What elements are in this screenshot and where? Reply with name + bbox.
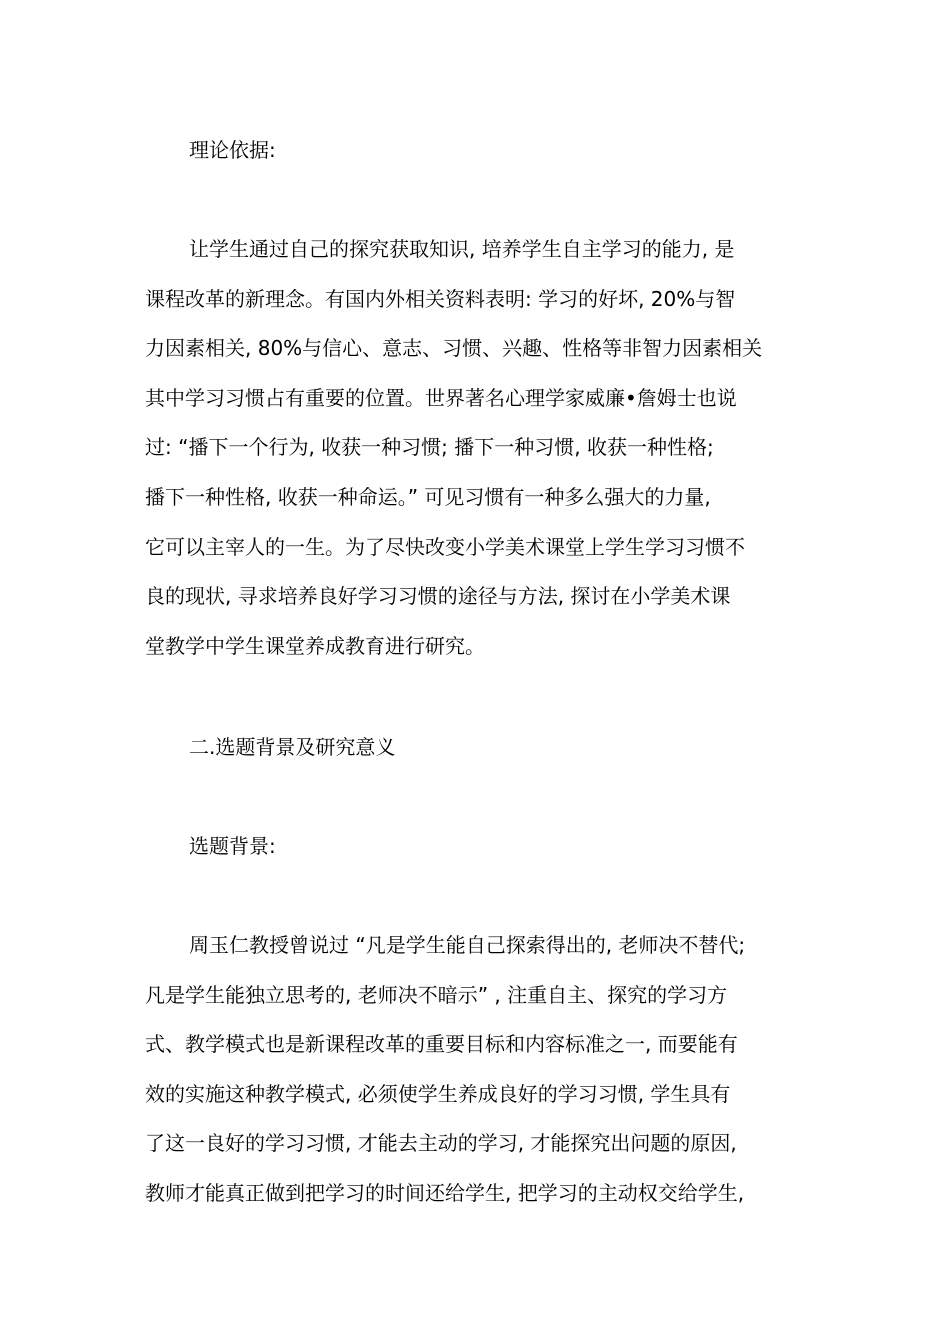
paragraph-line: 周玉仁教授曾说过 “凡是学生能自己探索得出的, 老师决不替代;	[189, 933, 746, 957]
paragraph-line: 良的现状, 寻求培养良好学习习惯的途径与方法, 探讨在小学美术课	[145, 584, 731, 609]
theory-paragraph	[145, 234, 810, 680]
paragraph-line: 教师才能真正做到把学习的时间还给学生, 把学习的主动权交给学生,	[145, 1180, 745, 1205]
paragraph-line: 它可以主宰人的一生。为了尽快改变小学美术课堂上学生学习习惯不	[145, 534, 745, 559]
paragraph-line: 其中学习习惯占有重要的位置。世界著名心理学家威廉•詹姆士也说	[145, 385, 737, 410]
paragraph-line: 堂教学中学生课堂养成教育进行研究。	[145, 633, 485, 658]
paragraph-line: 效的实施这种教学模式, 必须使学生养成良好的学习习惯, 学生具有	[145, 1081, 731, 1106]
background-paragraph	[145, 930, 810, 1228]
paragraph-line: 让学生通过自己的探究获取知识, 培养学生自主学习的能力, 是	[189, 237, 735, 261]
paragraph-line: 了这一良好的学习习惯, 才能去主动的学习, 才能探究出问题的原因,	[145, 1131, 737, 1156]
theory-heading: 理论依据:	[189, 138, 276, 162]
section-heading: 二.选题背景及研究意义	[189, 735, 396, 759]
paragraph-line: 课程改革的新理念。有国内外相关资料表明: 学习的好坏, 20%与智	[145, 286, 736, 311]
background-heading: 选题背景:	[189, 834, 276, 858]
paragraph-line: 凡是学生能独立思考的, 老师决不暗示” , 注重自主、探究的学习方	[145, 982, 728, 1007]
paragraph-line: 力因素相关, 80%与信心、意志、习惯、兴趣、性格等非智力因素相关	[145, 336, 763, 361]
paragraph-line: 过: “播下一个行为, 收获一种习惯; 播下一种习惯, 收获一种性格;	[145, 435, 714, 460]
paragraph-line: 式、教学模式也是新课程改革的重要目标和内容标准之一, 而要能有	[145, 1032, 738, 1057]
paragraph-line: 播下一种性格, 收获一种命运。” 可见习惯有一种多么强大的力量,	[145, 484, 711, 509]
